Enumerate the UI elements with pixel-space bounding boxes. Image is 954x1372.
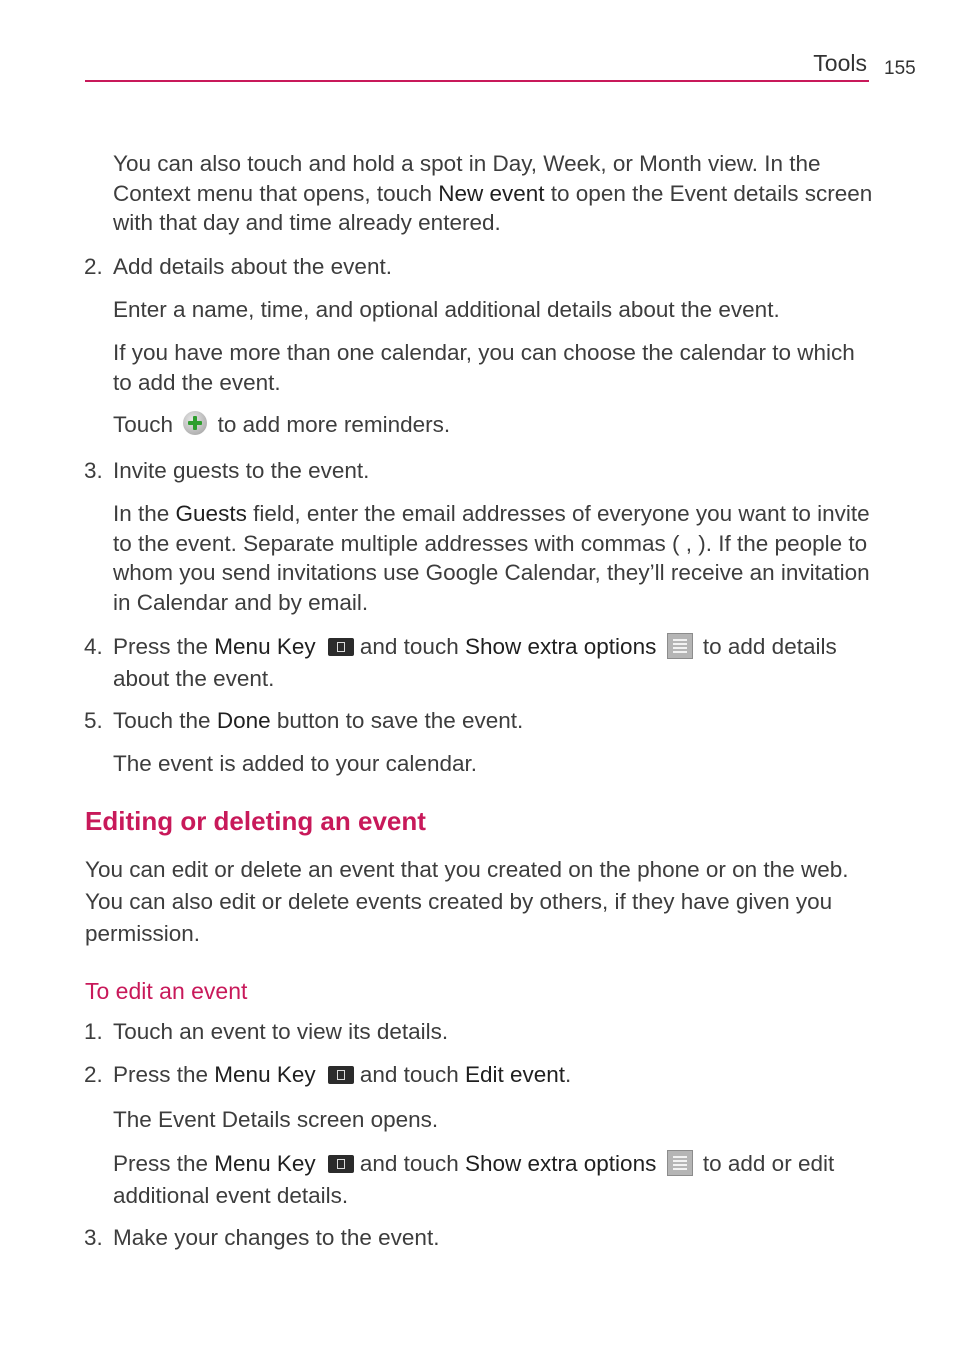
new-event-label: New event <box>438 180 545 206</box>
paragraph-more-calendars <box>113 338 873 397</box>
list-item-edit-step-1 <box>84 1017 873 1047</box>
text: You can edit or delete an event that you created on the phone or on the web. You can also edit or delete events created by others, if they have given you permission. <box>85 857 849 946</box>
paragraph-details-opens <box>113 1105 873 1135</box>
done-label: Done <box>216 708 271 733</box>
text: The Event Details screen opens. <box>113 1107 439 1132</box>
list-item-step-2 <box>84 252 873 282</box>
list-item-step-3 <box>84 456 873 486</box>
step-number: 1. <box>84 1019 103 1044</box>
list-item-edit-step-3 <box>84 1223 873 1253</box>
paragraph-enter-name <box>113 295 873 325</box>
text: If you have more than one calendar, you can choose the calendar to which to add the event. <box>113 340 855 395</box>
show-extra-options-label: Show extra options <box>464 1151 657 1176</box>
text: and touch <box>359 1062 465 1087</box>
text: Press the <box>113 634 215 659</box>
paragraph-add-reminders <box>113 410 873 440</box>
step-number: 3. <box>84 1225 103 1250</box>
paragraph-event-added <box>113 749 873 779</box>
text: You can also touch and hold a spot in Day, Week, or Month view. In the Context menu that opens, touch <box>113 151 821 206</box>
edit-event-label: Edit event <box>464 1062 566 1087</box>
guests-label: Guests <box>175 501 247 526</box>
page-number: 155 <box>884 58 916 79</box>
text: to open the Event details screen with that day and time already entered. <box>113 180 873 235</box>
menu-key-icon <box>328 1066 354 1084</box>
menu-key-label: Menu Key <box>214 634 316 659</box>
text: Enter a name, time, and optional additional details about the event. <box>113 297 780 322</box>
step-number: 5. <box>84 708 103 733</box>
text: Touch the <box>113 708 217 733</box>
text: and touch <box>359 634 465 659</box>
paragraph-context-menu <box>113 149 873 238</box>
list-item-edit-step-2 <box>84 1060 873 1090</box>
text: Press the <box>113 1151 215 1176</box>
step-text: Invite guests to the event. <box>113 458 370 483</box>
menu-key-icon <box>328 1155 354 1173</box>
menu-key-label: Menu Key <box>214 1151 316 1176</box>
step-text: Make your changes to the event. <box>113 1225 440 1250</box>
header-section-title: Tools <box>813 50 867 76</box>
text: to add more reminders. <box>217 412 451 437</box>
paragraph-press-menu-key <box>113 1148 873 1212</box>
step-number: 4. <box>84 634 103 659</box>
show-extra-options-icon <box>667 633 693 659</box>
text: to add or edit additional event details. <box>113 1151 835 1208</box>
step-text: Add details about the event. <box>113 254 392 279</box>
header-divider <box>85 80 869 82</box>
step-text: Touch an event to view its details. <box>113 1019 449 1044</box>
menu-key-icon <box>328 638 354 656</box>
list-item-step-4 <box>84 631 873 695</box>
text: and touch <box>359 1151 465 1176</box>
paragraph-edit-intro <box>85 854 875 950</box>
paragraph-guests <box>113 499 873 617</box>
text: to add details about the event. <box>113 634 837 691</box>
section-heading-editing: Editing or deleting an event <box>85 806 426 836</box>
text: . <box>565 1062 572 1087</box>
subheading-to-edit-event: To edit an event <box>85 978 248 1004</box>
text: The event is added to your calendar. <box>113 751 477 776</box>
add-reminder-plus-icon <box>183 411 207 435</box>
list-item-step-5 <box>84 706 873 736</box>
text: In the <box>113 501 176 526</box>
menu-key-label: Menu Key <box>214 1062 316 1087</box>
step-number: 3. <box>84 458 103 483</box>
text: field, enter the email addresses of everyone you want to invite to the event. Separate multiple addresses with commas ( , ). If the people to whom you send invitations use Google Calendar, they’ll receive an invitation in Calendar and by email. <box>113 501 870 615</box>
text: Press the <box>113 1062 215 1087</box>
text: button to save the event. <box>270 708 524 733</box>
show-extra-options-icon <box>667 1150 693 1176</box>
show-extra-options-label: Show extra options <box>464 634 657 659</box>
step-number: 2. <box>84 1062 103 1087</box>
step-number: 2. <box>84 254 103 279</box>
text: Touch <box>113 412 174 437</box>
